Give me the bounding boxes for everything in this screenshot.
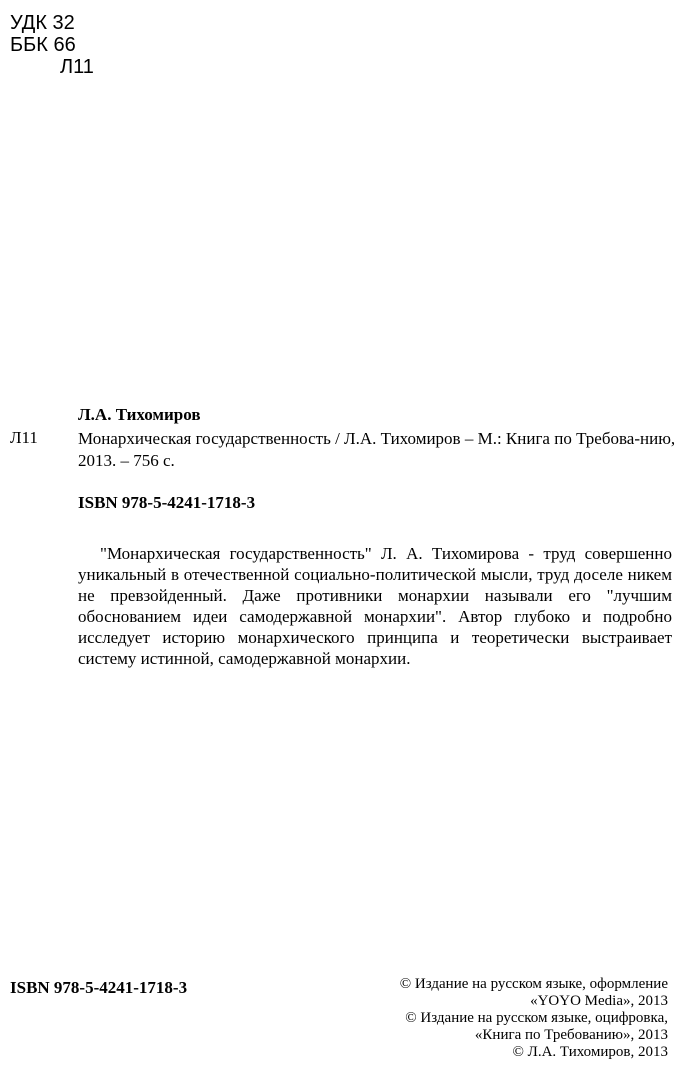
isbn-footer: ISBN 978-5-4241-1718-3 [10,978,188,997]
author-name: Л.А. Тихомиров [78,405,201,424]
author-mark: Л11 [60,56,94,78]
copyright-line: «Книга по Требованию», 2013 [474,1027,668,1043]
catalog-code: Л11 [10,428,38,447]
bbk-code: ББК 66 [10,34,76,56]
copyright-line: © Издание на русском языке, оформление [399,976,668,992]
classification-codes [10,12,94,78]
isbn-catalog: ISBN 978-5-4241-1718-3 [78,493,256,512]
bibliographic-description: Монархическая государственность / Л.А. Тихомиров – М.: Книга по Требова-нию, 2013. – 756 с. [78,429,676,470]
book-abstract: "Монархическая государственность" Л. А. Тихомирова - труд совершенно уникальный в отечественной социально-политической мысли, труд доселе никем не превзойденный. Даже противники монархии называли его "лучшим обоснованием идеи самодержавной монархии". Автор глубоко и подробно исследует историю монархического принципа и теоретически выстраивает систему истинной, самодержавной монархии. [78,544,672,668]
udk-code: УДК 32 [10,12,75,34]
copyright-line: © Издание на русском языке, оцифровка, [405,1010,668,1026]
copyright-block [348,976,668,1061]
copyright-line: © Л.А. Тихомиров, 2013 [512,1044,668,1060]
copyright-line: «YOYO Media», 2013 [530,993,668,1009]
